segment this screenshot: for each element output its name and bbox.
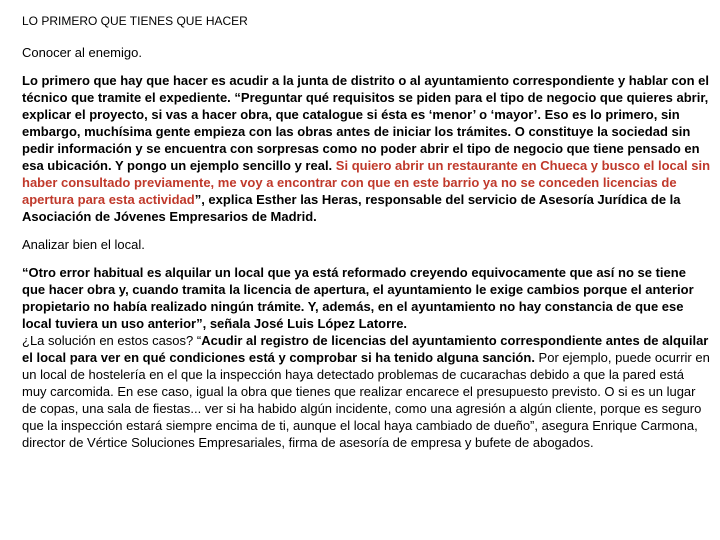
solucion-question: ¿La solución en estos casos? “	[22, 333, 202, 348]
section-heading-analizar: Analizar bien el local.	[22, 237, 145, 252]
highlighted-quote: Si quiero abrir un restaurante en Chueca y busco el local sin haber consultado previamente, me voy a encontrar con que en este barrio ya no se conceden licencias de apertura para esta actividad	[22, 158, 711, 207]
document-title: LO PRIMERO QUE TIENES QUE HACER	[22, 14, 248, 28]
paragraph-analizar: “Otro error habitual es alquilar un local que ya está reformado creyendo equivocamente que así no se tiene que hacer obra y, cuando tramita la licencia de apertura, el ayuntamiento le exige cambios porque el anterior propietario no había realizado ningún trámite. Y, además, en el ayuntamiento no hay constancia de que ese local tuviera un uso anterior”, señala José Luis López Latorre.	[22, 265, 694, 331]
solucion-bold-text: Acudir al registro de licencias del ayuntamiento correspondiente antes de alquilar el local para ver en qué condiciones está y comprobar si ha tenido alguna sanción.	[22, 333, 709, 365]
paragraph-solucion	[22, 332, 712, 451]
paragraph-conocer-attribution: ”, explica Esther las Heras, responsable del servicio de Asesoría Jurídica de la Asociación de Jóvenes Empresarios de Madrid.	[22, 192, 681, 224]
section-heading-conocer: Conocer al enemigo.	[22, 45, 142, 60]
paragraph-conocer	[22, 72, 712, 225]
paragraph-conocer-text: Lo primero que hay que hacer es acudir a la junta de distrito o al ayuntamiento correspondiente y hablar con el técnico que tramite el expediente. “Preguntar qué requisitos se piden para el tipo de negocio que quieres abrir, explicar el proyecto, si vas a hacer obra, que catalogue si ésta es ‘menor’ o ‘mayor’. Eso es lo primero, sin embargo, muchísima gente empieza con las obras antes de iniciar los trámites. O constituye la sociedad sin pedir información y se encuentra con sorpresas como no poder abrir el tipo de negocio que tiene pensado en esa ubicación. Y pongo un ejemplo sencillo y real.	[22, 73, 710, 173]
solucion-rest-text: Por ejemplo, puede ocurrir en un local de hostelería en el que la inspección haya detectado problemas de cucarachas debido a que la pared está muy carcomida. En ese caso, igual la obra que tienes que realizar encarece el presupuesto previsto. O si es un lugar de copas, una sala de fiestas... ver si ha habido algún incidente, como una agresión a algún cliente, porque es seguro que la inspección estará siempre encima de ti, aunque el local haya cambiado de dueño”, asegura Enrique Carmona, director de Vértice Soluciones Empresariales, firma de asesoría de empresa y bufete de abogados.	[22, 350, 710, 450]
document-page	[22, 13, 712, 462]
